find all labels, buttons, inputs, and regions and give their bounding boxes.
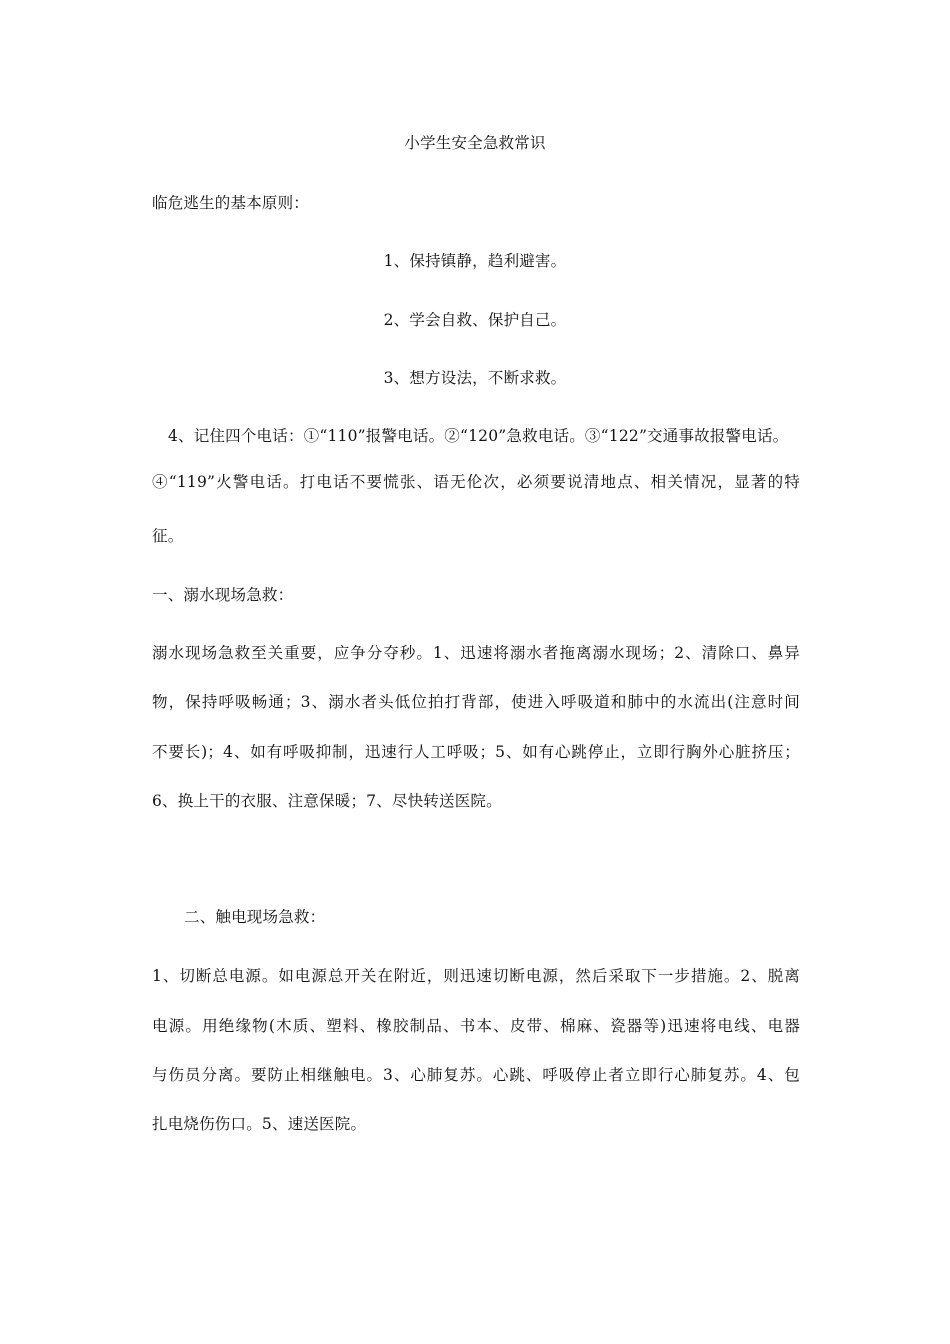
- principle-item-4-line-1: 4、记住四个电话：①“110”报警电话。②“120”急救电话。③“122”交通事故报警电话。: [168, 427, 789, 445]
- page-title: 小学生安全急救常识: [404, 134, 546, 152]
- escape-principles-heading: 临危逃生的基本原则：: [152, 194, 310, 212]
- electric-shock-paragraph-line-2: 电源。用绝缘物(木质、塑料、橡胶制品、书本、皮带、棉麻、瓷器等)迅速将电线、电器: [152, 1017, 800, 1035]
- principle-item-4-line-3: 征。: [152, 527, 184, 545]
- drowning-paragraph-line-2: 物，保持呼吸畅通；3、溺水者头低位拍打背部，使进入呼吸道和肺中的水流出(注意时间: [152, 693, 800, 711]
- principle-item-1: 1、保持镇静，趋利避害。: [383, 252, 567, 270]
- electric-shock-paragraph-line-4: 扎电烧伤伤口。5、速送医院。: [152, 1115, 367, 1133]
- principle-item-2: 2、学会自救、保护自己。: [383, 311, 567, 329]
- drowning-paragraph-line-4: 6、换上干的衣服、注意保暖；7、尽快转送医院。: [152, 792, 502, 810]
- drowning-paragraph-line-3: 不要长)；4、如有呼吸抑制，迅速行人工呼吸；5、如有心跳停止，立即行胸外心脏挤压；: [152, 743, 800, 761]
- principle-item-3: 3、想方设法，不断求救。: [383, 369, 567, 387]
- drowning-paragraph-line-1: 溺水现场急救至关重要，应争分夺秒。1、迅速将溺水者拖离溺水现场；2、清除口、鼻异: [152, 644, 800, 662]
- electric-shock-heading: 二、触电现场急救：: [184, 908, 326, 926]
- electric-shock-paragraph-line-1: 1、切断总电源。如电源总开关在附近，则迅速切断电源，然后采取下一步措施。2、脱离: [152, 967, 800, 985]
- principle-item-4-line-2: ④“119”火警电话。打电话不要慌张、语无伦次，必须要说清地点、相关情况，显著的特: [152, 473, 800, 491]
- drowning-heading: 一、溺水现场急救：: [152, 586, 294, 604]
- electric-shock-paragraph-line-3: 与伤员分离。要防止相继触电。3、心肺复苏。心跳、呼吸停止者立即行心肺复苏。4、包: [152, 1066, 800, 1084]
